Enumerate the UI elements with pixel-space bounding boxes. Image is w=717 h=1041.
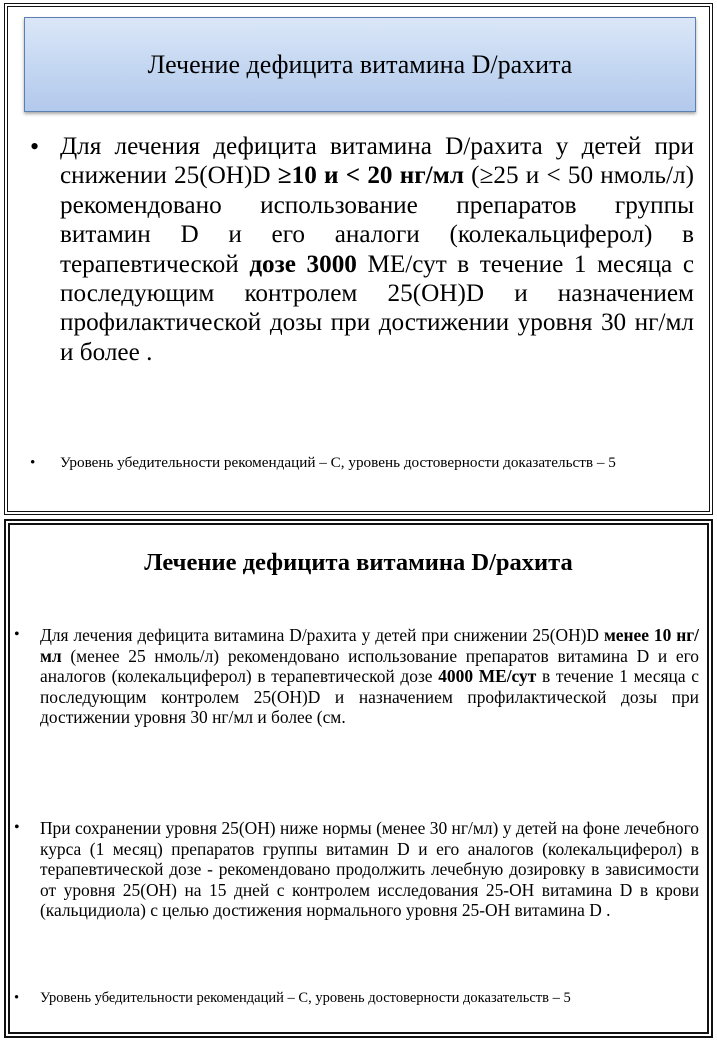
bold-level-range: ≥10 и < 20 нг/мл xyxy=(277,162,464,190)
bold-level: менее 10 нг/мл xyxy=(40,625,700,666)
bullet-dot: • xyxy=(30,454,36,471)
text-run: Для лечения дефицита витамина D/рахита у детей при снижении 25(OH)D xyxy=(40,625,604,645)
bold-dose: 4000 МЕ/сут xyxy=(438,666,537,687)
bold-dose: дозе 3000 xyxy=(249,250,357,278)
text-run: Для лечения дефицита витамина D/рахита у детей при снижении 25(OH)D xyxy=(60,133,694,190)
slide-vitamin-d-dose-4000 xyxy=(4,519,713,1038)
slide2-title: Лечение дефицита витамина D/рахита xyxy=(144,549,573,576)
slide2-evidence-text: Уровень убедительности рекомендаций – С, уровень достоверности доказательств – 5 xyxy=(40,990,571,1006)
slide1-title-banner xyxy=(24,17,696,112)
bullet-dot: • xyxy=(14,626,20,643)
text-run: (≥25 и < 50 нмоль/л) рекомендовано использование препаратов группы витамин D и его аналоги (колекальциферол) в терапевтической xyxy=(60,162,695,278)
slide2-evidence-bullet xyxy=(14,989,699,1008)
slide1-main-text xyxy=(60,132,694,367)
slide1-title: Лечение дефицита витамина D/рахита xyxy=(147,49,573,79)
slide1-evidence-text: Уровень убедительности рекомендаций – С, уровень достоверности доказательств – 5 xyxy=(60,454,616,471)
text-run: МЕ/сут в течение 1 месяца с последующим контролем 25(OH)D и назначением профилактической дозы при достижении уровня 30 нг/мл и более . xyxy=(60,250,694,366)
bullet-dot: • xyxy=(14,990,20,1006)
slide1-main-bullet xyxy=(30,132,694,367)
bullet-dot: • xyxy=(30,132,40,161)
text-run: в течение 1 месяца с последующим контролем 25(OH)D и назначением профилактической дозы при достижении уровня 30 нг/мл и более (см. xyxy=(40,666,699,728)
slide2-bullet-1-text xyxy=(40,625,699,728)
slide2-bullet-2-text: При сохранении уровня 25(ОН) ниже нормы (менее 30 нг/мл) у детей на фоне лечебного курса (1 месяц) препаратов группы витамин D и его аналогов (колекальциферол) в терапевтической дозе - рекомендовано продолжить лечебную дозировку в зависимости от уровня 25(ОН) на 15 дней с контролем исследования 25-ОН витамина D в крови (кальцидиола) с целью достижения нормального уровня 25-ОН витамина D . xyxy=(40,818,699,921)
bullet-dot: • xyxy=(14,819,20,836)
slide-vitamin-d-dose-3000 xyxy=(4,3,713,515)
text-run: (менее 25 нмоль/л) рекомендовано использование препаратов витамина D и его аналогов (колекальциферол) в терапевтической дозе xyxy=(40,645,699,687)
slide2-bullet-1 xyxy=(14,625,699,728)
slide2-bullet-2 xyxy=(14,818,699,921)
slide1-evidence-bullet xyxy=(30,453,694,472)
